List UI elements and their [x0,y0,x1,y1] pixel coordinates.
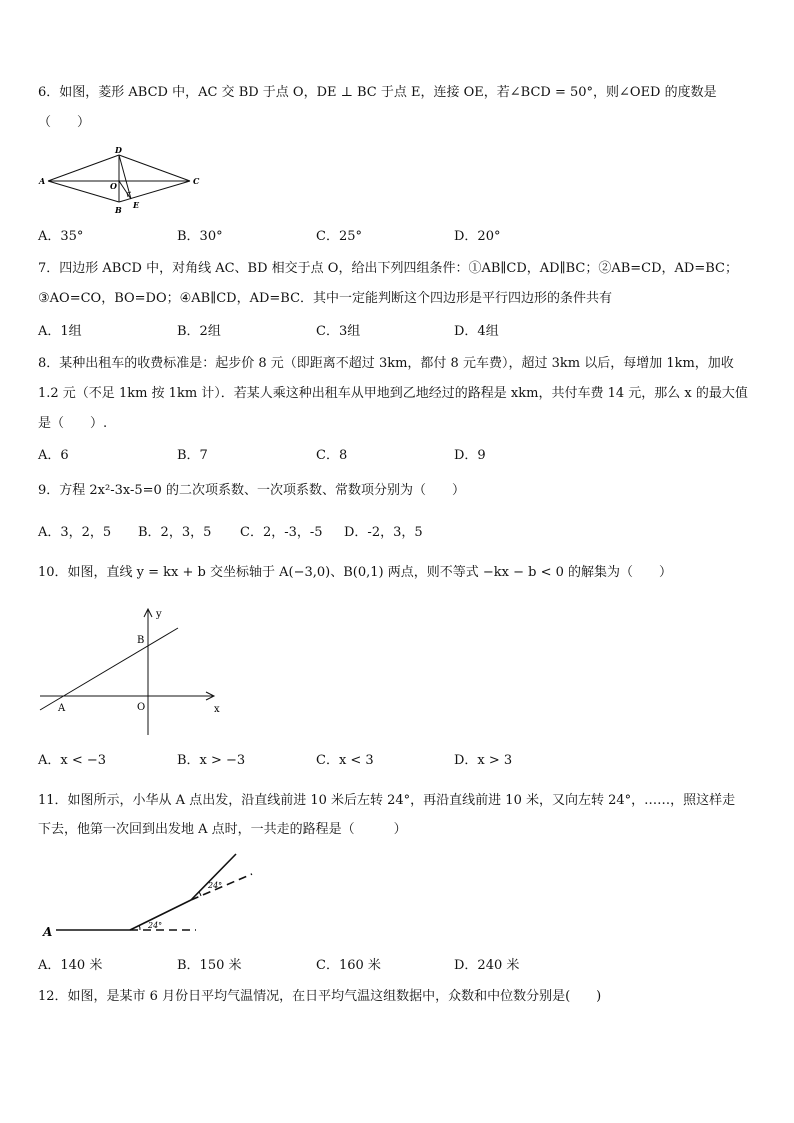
q10-option-d[interactable]: D．x > 3 [454,753,513,768]
q10-label-A: A [58,703,66,714]
q7-option-c[interactable]: C．3组 [316,324,361,339]
q6-option-c[interactable]: C．25° [316,229,362,244]
q11-option-d[interactable]: D．240 米 [454,958,520,973]
q7-text-line2: ③AO=CO，BO=DO；④AB∥CD，AD=BC．其中一定能判断这个四边形是平行四边形的条件共有 [38,291,613,306]
q9-option-c[interactable]: C．2，-3，-5 [240,525,323,540]
q10-label-O: O [137,702,146,713]
q11-label-A: A [43,925,53,939]
q8-option-c[interactable]: C．8 [316,448,348,463]
q9-option-d[interactable]: D．-2，3，5 [344,525,423,540]
q9-text-line1: 9．方程 2x²-3x-5=0 的二次项系数、一次项系数、常数项分别为（ ） [38,483,465,498]
q8-option-d[interactable]: D．9 [454,448,486,463]
q6-text-line2: （ ） [38,115,91,130]
q11-option-a[interactable]: A．140 米 [38,958,103,973]
q11-text-line2: 下去，他第一次回到出发地 A 点时，一共走的路程是（ ） [38,822,407,837]
q11-text-line1: 11．如图所示，小华从 A 点出发，沿直线前进 10 米后左转 24°，再沿直线前进 10 米，又向左转 24°，……，照这样走 [38,793,736,808]
q10-label-x: x [214,704,220,715]
q6-text-line1: 6．如图，菱形 ABCD 中，AC 交 BD 于点 O，DE ⊥ BC 于点 E，连接 OE，若∠BCD = 50°，则∠OED 的度数是 [38,85,717,100]
q9-option-a[interactable]: A．3，2，5 [38,525,112,540]
q6-label-D: D [115,145,122,155]
q8-option-a[interactable]: A．6 [38,448,69,463]
q6-label-E: E [133,200,140,210]
q8-option-b[interactable]: B．7 [177,448,208,463]
q12-text-line1: 12．如图，是某市 6 月份日平均气温情况，在日平均气温这组数据中，众数和中位数分别是( ) [38,989,602,1004]
q6-label-A: A [39,176,46,186]
q6-option-b[interactable]: B．30° [177,229,223,244]
q9-option-b[interactable]: B．2，3，5 [138,525,212,540]
q6-label-O: O [110,181,117,191]
q6-option-d[interactable]: D．20° [454,229,501,244]
q7-option-d[interactable]: D．4组 [454,324,499,339]
q10-option-c[interactable]: C．x < 3 [316,753,374,768]
q11-label-angle2: 24° [208,881,223,890]
q6-rhombus-figure [38,145,208,215]
q10-label-y: y [156,609,162,620]
q10-option-b[interactable]: B．x > −3 [177,753,246,768]
q10-coordinate-figure [38,605,228,740]
q11-option-b[interactable]: B．150 米 [177,958,242,973]
q10-text-line1: 10．如图，直线 y = kx + b 交坐标轴于 A(−3,0)、B(0,1) 两点，则不等式 −kx − b < 0 的解集为（ ） [38,565,673,580]
q10-option-a[interactable]: A．x < −3 [38,753,107,768]
q10-label-B: B [137,635,145,646]
q7-text-line1: 7．四边形 ABCD 中，对角线 AC、BD 相交于点 O，给出下列四组条件：①AB∥CD，AD∥BC；②AB=CD，AD=BC； [38,261,738,276]
q7-option-b[interactable]: B．2组 [177,324,221,339]
q6-label-C: C [193,176,200,186]
q7-option-a[interactable]: A．1组 [38,324,82,339]
q8-text-line1: 8．某种出租车的收费标准是：起步价 8 元（即距离不超过 3km，都付 8 元车费），超过 3km 以后，每增加 1km，加收 [38,356,734,371]
q6-label-B: B [115,205,122,215]
q6-option-a[interactable]: A．35° [38,229,84,244]
q11-option-c[interactable]: C．160 米 [316,958,381,973]
q8-text-line2: 1.2 元（不足 1km 按 1km 计）．若某人乘这种出租车从甲地到乙地经过的路程是 xkm，共付车费 14 元，那么 x 的最大值 [38,386,748,401]
q11-label-angle1: 24° [148,921,163,930]
q11-walking-path-figure [38,848,258,943]
q8-text-line3: 是（ ）. [38,416,108,431]
